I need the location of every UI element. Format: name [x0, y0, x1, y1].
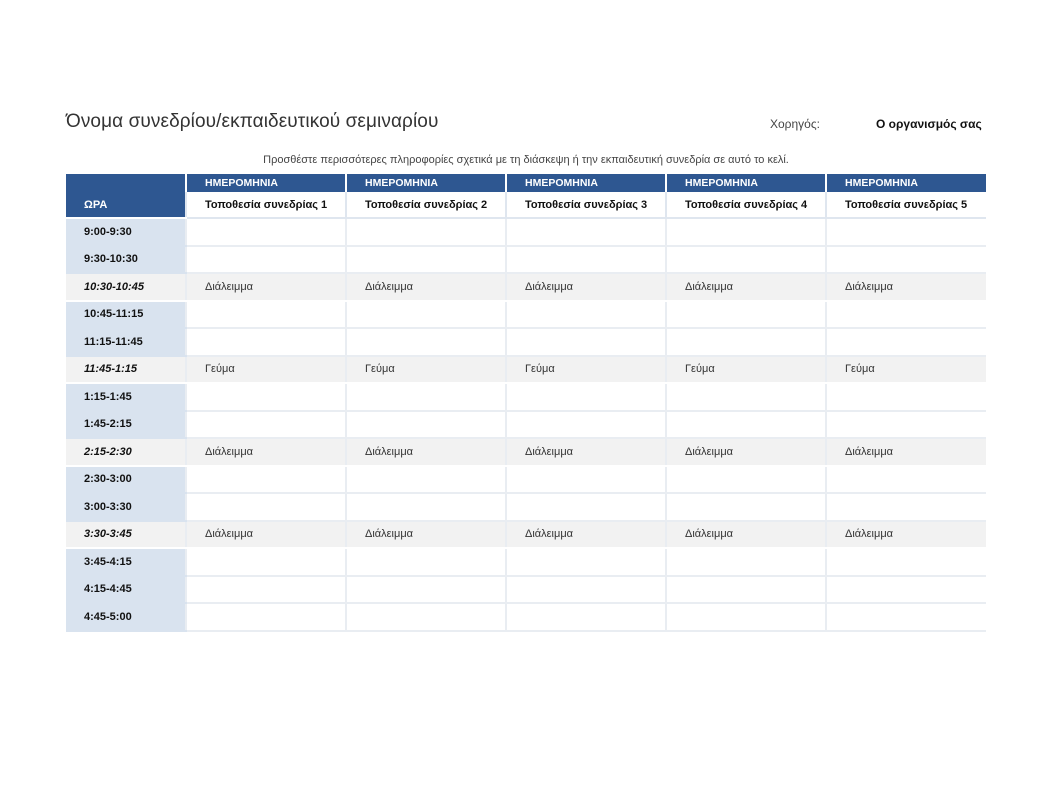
session-cell[interactable]: [186, 328, 346, 356]
session-cell[interactable]: [826, 411, 986, 439]
session-cell[interactable]: [186, 548, 346, 576]
session-cell[interactable]: [346, 548, 506, 576]
session-cell[interactable]: [346, 576, 506, 604]
time-cell[interactable]: 2:30-3:00: [66, 466, 186, 494]
table-row: [66, 548, 986, 576]
date-row: [66, 174, 986, 192]
info-text[interactable]: Προσθέστε περισσότερες πληροφορίες σχετικά με τη διάσκεψη ή την εκπαιδευτική συνεδρία σε αυτό το κελί.: [263, 154, 789, 166]
session-cell[interactable]: [506, 246, 666, 274]
session-cell[interactable]: [346, 218, 506, 246]
time-cell[interactable]: 1:15-1:45: [66, 383, 186, 411]
table-row: [66, 246, 986, 274]
time-cell[interactable]: 3:00-3:30: [66, 493, 186, 521]
table-row: [66, 576, 986, 604]
session-cell[interactable]: [666, 548, 826, 576]
sponsor-value[interactable]: Ο οργανισμός σας: [876, 117, 982, 131]
session-cell[interactable]: [186, 493, 346, 521]
time-cell[interactable]: 4:45-5:00: [66, 603, 186, 631]
session-cell[interactable]: [826, 301, 986, 329]
session-cell[interactable]: Διάλειμμα: [826, 438, 986, 466]
time-cell[interactable]: 3:30-3:45: [66, 521, 186, 549]
session-cell[interactable]: [826, 466, 986, 494]
session-cell[interactable]: [186, 466, 346, 494]
date-row-blank: [66, 174, 186, 192]
table-row: [66, 301, 986, 329]
location-cell-5[interactable]: Τοποθεσία συνεδρίας 5: [826, 192, 986, 218]
location-cell-4[interactable]: Τοποθεσία συνεδρίας 4: [666, 192, 826, 218]
location-cell-2[interactable]: Τοποθεσία συνεδρίας 2: [346, 192, 506, 218]
date-cell-5[interactable]: ΗΜΕΡΟΜΗΝΙΑ: [826, 174, 986, 192]
table-row: [66, 328, 986, 356]
session-cell[interactable]: Διάλειμμα: [186, 521, 346, 549]
time-cell[interactable]: 1:45-2:15: [66, 411, 186, 439]
session-cell[interactable]: [186, 383, 346, 411]
session-cell[interactable]: [346, 301, 506, 329]
session-cell[interactable]: [826, 328, 986, 356]
session-cell[interactable]: [826, 246, 986, 274]
session-cell[interactable]: [666, 603, 826, 631]
session-cell[interactable]: [346, 466, 506, 494]
session-cell[interactable]: [186, 301, 346, 329]
session-cell[interactable]: [506, 466, 666, 494]
time-cell[interactable]: 10:45-11:15: [66, 301, 186, 329]
session-cell[interactable]: Διάλειμμα: [346, 438, 506, 466]
session-cell[interactable]: [506, 328, 666, 356]
time-cell[interactable]: 3:45-4:15: [66, 548, 186, 576]
session-cell[interactable]: Διάλειμμα: [186, 273, 346, 301]
session-cell[interactable]: [186, 218, 346, 246]
session-cell[interactable]: [666, 328, 826, 356]
session-cell[interactable]: Διάλειμμα: [666, 273, 826, 301]
session-cell[interactable]: [826, 493, 986, 521]
session-cell[interactable]: [186, 411, 346, 439]
session-cell[interactable]: [346, 411, 506, 439]
session-cell[interactable]: [666, 383, 826, 411]
location-cell-1[interactable]: Τοποθεσία συνεδρίας 1: [186, 192, 346, 218]
session-cell[interactable]: Διάλειμμα: [346, 273, 506, 301]
session-cell[interactable]: [506, 576, 666, 604]
session-cell[interactable]: Διάλειμμα: [826, 521, 986, 549]
session-cell[interactable]: Γεύμα: [186, 356, 346, 384]
table-row: [66, 603, 986, 631]
schedule-body: [66, 218, 986, 631]
location-cell-3[interactable]: Τοποθεσία συνεδρίας 3: [506, 192, 666, 218]
break-row: [66, 521, 986, 549]
page-title: Όνομα συνεδρίου/εκπαιδευτικού σεμιναρίου: [66, 111, 439, 132]
break-row: [66, 438, 986, 466]
session-cell[interactable]: [826, 383, 986, 411]
location-row: [66, 192, 986, 218]
table-row: [66, 411, 986, 439]
time-cell[interactable]: 10:30-10:45: [66, 273, 186, 301]
session-cell[interactable]: [826, 576, 986, 604]
time-cell[interactable]: 2:15-2:30: [66, 438, 186, 466]
session-cell[interactable]: Διάλειμμα: [666, 438, 826, 466]
schedule-table: [66, 174, 986, 632]
session-cell[interactable]: [186, 246, 346, 274]
session-cell[interactable]: [826, 548, 986, 576]
time-cell[interactable]: 4:15-4:45: [66, 576, 186, 604]
table-row: [66, 466, 986, 494]
session-cell[interactable]: [506, 218, 666, 246]
session-cell[interactable]: [826, 603, 986, 631]
session-cell[interactable]: [186, 576, 346, 604]
session-cell[interactable]: [346, 493, 506, 521]
session-cell[interactable]: [666, 301, 826, 329]
session-cell[interactable]: [666, 218, 826, 246]
time-cell[interactable]: 11:45-1:15: [66, 356, 186, 384]
time-cell[interactable]: 9:00-9:30: [66, 218, 186, 246]
session-cell[interactable]: [666, 411, 826, 439]
table-row: [66, 493, 986, 521]
date-cell-3[interactable]: ΗΜΕΡΟΜΗΝΙΑ: [506, 174, 666, 192]
session-cell[interactable]: Διάλειμμα: [826, 273, 986, 301]
session-cell[interactable]: [506, 383, 666, 411]
session-cell[interactable]: [666, 493, 826, 521]
session-cell[interactable]: [346, 603, 506, 631]
session-cell[interactable]: [346, 328, 506, 356]
break-row: [66, 356, 986, 384]
session-cell[interactable]: [506, 548, 666, 576]
table-row: [66, 218, 986, 246]
session-cell[interactable]: [506, 493, 666, 521]
session-cell[interactable]: Διάλειμμα: [346, 521, 506, 549]
date-cell-4[interactable]: ΗΜΕΡΟΜΗΝΙΑ: [666, 174, 826, 192]
session-cell[interactable]: [506, 411, 666, 439]
session-cell[interactable]: Γεύμα: [826, 356, 986, 384]
table-row: [66, 383, 986, 411]
session-cell[interactable]: Γεύμα: [666, 356, 826, 384]
date-cell-2[interactable]: ΗΜΕΡΟΜΗΝΙΑ: [346, 174, 506, 192]
time-header[interactable]: ΩΡΑ: [66, 192, 186, 218]
session-cell[interactable]: Διάλειμμα: [186, 438, 346, 466]
session-cell[interactable]: Διάλειμμα: [666, 521, 826, 549]
session-cell[interactable]: Διάλειμμα: [506, 521, 666, 549]
session-cell[interactable]: [666, 246, 826, 274]
session-cell[interactable]: Γεύμα: [346, 356, 506, 384]
session-cell[interactable]: Γεύμα: [506, 356, 666, 384]
break-row: [66, 273, 986, 301]
session-cell[interactable]: [346, 383, 506, 411]
session-cell[interactable]: [506, 301, 666, 329]
time-cell[interactable]: 9:30-10:30: [66, 246, 186, 274]
sponsor-label: Χορηγός:: [770, 117, 820, 131]
session-cell[interactable]: Διάλειμμα: [506, 438, 666, 466]
session-cell[interactable]: [666, 466, 826, 494]
session-cell[interactable]: [346, 246, 506, 274]
date-cell-1[interactable]: ΗΜΕΡΟΜΗΝΙΑ: [186, 174, 346, 192]
time-cell[interactable]: 11:15-11:45: [66, 328, 186, 356]
session-cell[interactable]: [506, 603, 666, 631]
session-cell[interactable]: [666, 576, 826, 604]
session-cell[interactable]: [826, 218, 986, 246]
session-cell[interactable]: Διάλειμμα: [506, 273, 666, 301]
session-cell[interactable]: [186, 603, 346, 631]
